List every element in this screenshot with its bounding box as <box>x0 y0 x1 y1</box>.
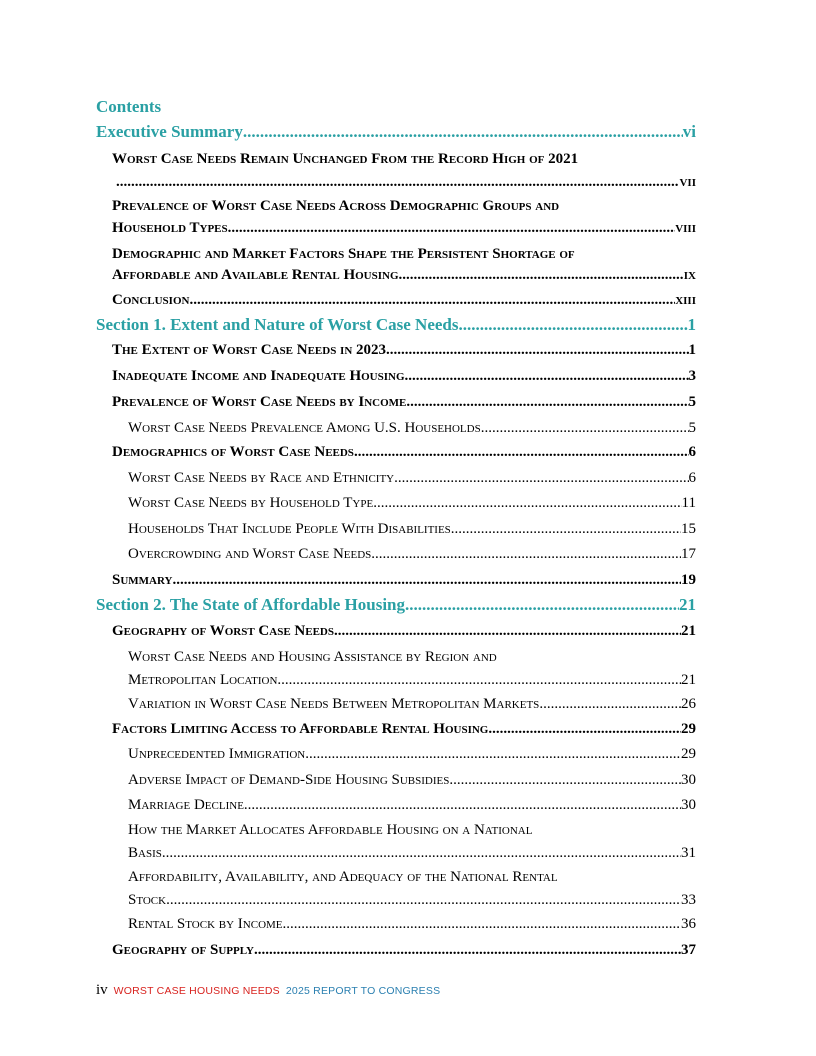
toc-page-number: 29 <box>681 746 696 762</box>
footer-report-title: WORST CASE HOUSING NEEDS <box>113 985 280 997</box>
toc-page-number: vi <box>682 122 696 141</box>
contents-heading: Contents <box>96 97 162 116</box>
toc-entry-line[interactable]: How the Market Allocates Affordable Housing on a National <box>128 822 533 838</box>
dot-leader <box>173 570 682 590</box>
dot-leader <box>406 392 688 412</box>
dot-leader <box>481 418 689 438</box>
toc-entry[interactable] <box>128 468 696 488</box>
toc-page-number: 31 <box>681 845 696 861</box>
toc-page-number: 36 <box>681 916 696 932</box>
toc-label: Overcrowding and Worst Case Needs <box>128 546 372 562</box>
toc-entry[interactable] <box>128 519 696 539</box>
toc-label: Adverse Impact of Demand-Side Housing Subsidies <box>128 772 450 788</box>
toc-label: The Extent of Worst Case Needs in 2023 <box>112 342 387 358</box>
toc-label: Section 2. The State of Affordable Housing <box>96 595 406 614</box>
toc-label: Households That Include People With Disabilities <box>128 521 451 537</box>
toc-entry[interactable] <box>112 392 696 412</box>
toc-entry[interactable] <box>112 621 696 641</box>
toc-page-number: 17 <box>681 546 696 562</box>
toc-page-number: 6 <box>688 444 696 460</box>
toc-label: Worst Case Needs by Household Type <box>128 495 374 511</box>
footer-report-subtitle: 2025 REPORT TO CONGRESS <box>285 985 441 997</box>
toc-label: Affordable and Available Rental Housing <box>112 267 399 283</box>
dot-leader <box>305 744 681 764</box>
dot-leader <box>166 890 681 910</box>
toc-entry[interactable] <box>112 442 696 462</box>
toc-page-number: ix <box>683 267 696 283</box>
toc-entry-line[interactable]: Affordability, Availability, and Adequacy of the National Rental <box>128 869 558 885</box>
dot-leader <box>334 621 681 641</box>
dot-leader <box>373 493 681 513</box>
toc-entry-es-prevalence[interactable] <box>112 218 696 238</box>
toc-page-number: vii <box>679 174 696 190</box>
toc-label: Geography of Worst Case Needs <box>112 623 334 639</box>
toc-label: Summary <box>112 572 173 588</box>
toc-page-number: 29 <box>681 721 696 737</box>
toc-page-number: 19 <box>681 572 696 588</box>
toc-entry[interactable] <box>128 914 696 934</box>
toc-page-number: 37 <box>681 942 696 958</box>
dot-leader <box>254 940 681 960</box>
toc-page-number: viii <box>675 220 696 236</box>
toc-page-number: 5 <box>688 420 696 436</box>
toc-entry[interactable] <box>112 940 696 960</box>
toc-entry[interactable] <box>128 544 696 564</box>
toc-entry[interactable] <box>128 843 696 863</box>
toc-label: Rental Stock by Income <box>128 916 283 932</box>
toc-entry-line[interactable]: Prevalence of Worst Case Needs Across Demographic Groups and <box>112 198 560 214</box>
dot-leader <box>539 694 681 714</box>
dot-leader <box>228 218 676 238</box>
toc-page-number: 26 <box>681 696 696 712</box>
dot-leader <box>243 121 683 143</box>
dot-leader <box>449 770 681 790</box>
toc-page-number: 11 <box>681 495 696 511</box>
toc-entry[interactable] <box>112 340 696 360</box>
toc-entry-section-1[interactable] <box>96 314 696 336</box>
toc-page-number: 1 <box>688 342 696 358</box>
toc-page-number: 30 <box>681 772 696 788</box>
toc-label: Worst Case Needs Prevalence Among U.S. Households <box>128 420 481 436</box>
footer-page-number: iv <box>96 982 108 998</box>
toc-label: Worst Case Needs by Race and Ethnicity <box>128 470 395 486</box>
dot-leader <box>244 795 681 815</box>
dot-leader <box>394 468 688 488</box>
toc-entry[interactable] <box>128 744 696 764</box>
toc-label: Executive Summary <box>96 122 243 141</box>
toc-label: Prevalence of Worst Case Needs by Income <box>112 394 407 410</box>
toc-page-number: 21 <box>681 672 696 688</box>
dot-leader <box>451 519 681 539</box>
toc-page-number: 30 <box>681 797 696 813</box>
dot-leader <box>459 314 688 336</box>
toc-page-number: 21 <box>679 595 696 614</box>
dot-leader <box>162 843 681 863</box>
toc-entry-line[interactable]: Worst Case Needs Remain Unchanged From the Record High of 2021 <box>112 151 579 167</box>
dot-leader <box>405 594 679 616</box>
toc-label: Inadequate Income and Inadequate Housing <box>112 368 405 384</box>
toc-label: Demographics of Worst Case Needs <box>112 444 354 460</box>
toc-label: Metropolitan Location <box>128 672 278 688</box>
toc-page-number: 15 <box>681 521 696 537</box>
toc-label: Factors Limiting Access to Affordable Rental Housing <box>112 721 489 737</box>
dot-leader <box>488 719 681 739</box>
toc-entry[interactable] <box>128 890 696 910</box>
toc-label: Basis <box>128 845 162 861</box>
toc-entry[interactable] <box>128 493 696 513</box>
dot-leader <box>405 366 689 386</box>
dot-leader <box>189 290 675 310</box>
toc-entry[interactable] <box>128 694 696 714</box>
toc-entry-es-factors[interactable] <box>112 265 696 285</box>
toc-page-number: 3 <box>688 368 696 384</box>
toc-entry-es-record-high[interactable] <box>116 172 696 192</box>
toc-label: Marriage Decline <box>128 797 244 813</box>
toc-label: Household Types <box>112 220 228 236</box>
dot-leader <box>283 914 681 934</box>
toc-label: Unprecedented Immigration <box>128 746 306 762</box>
toc-page-number: 6 <box>688 470 696 486</box>
toc-label: Geography of Supply <box>112 942 254 958</box>
toc-entry-line[interactable]: Worst Case Needs and Housing Assistance by Region and <box>128 649 497 665</box>
toc-entry[interactable] <box>128 770 696 790</box>
dot-leader <box>116 172 679 192</box>
toc-entry[interactable] <box>112 719 696 739</box>
dot-leader <box>371 544 681 564</box>
toc-entry[interactable] <box>112 366 696 386</box>
toc-page-number: 21 <box>681 623 696 639</box>
toc-label: Variation in Worst Case Needs Between Metropolitan Markets <box>128 696 540 712</box>
dot-leader <box>399 265 684 285</box>
dot-leader <box>354 442 689 462</box>
dot-leader <box>277 670 681 690</box>
toc-entry-section-2[interactable] <box>96 594 696 616</box>
toc-entry-executive-summary[interactable] <box>96 121 696 143</box>
toc-entry-es-conclusion[interactable] <box>112 290 696 310</box>
toc-entry[interactable] <box>128 795 696 815</box>
toc-entry[interactable] <box>128 418 696 438</box>
toc-page-number: xiii <box>675 292 696 308</box>
toc-label: Stock <box>128 892 167 908</box>
toc-page-number: 33 <box>681 892 696 908</box>
toc-page-number: 1 <box>687 315 696 334</box>
toc-label: Section 1. Extent and Nature of Worst Case Needs <box>96 315 459 334</box>
toc-entry[interactable] <box>128 670 696 690</box>
toc-page-number: 5 <box>688 394 696 410</box>
page-footer <box>96 982 440 999</box>
toc-entry[interactable] <box>112 570 696 590</box>
dot-leader <box>386 340 688 360</box>
toc-label: Conclusion <box>112 292 190 308</box>
toc-entry-line[interactable]: Demographic and Market Factors Shape the Persistent Shortage of <box>112 246 575 262</box>
